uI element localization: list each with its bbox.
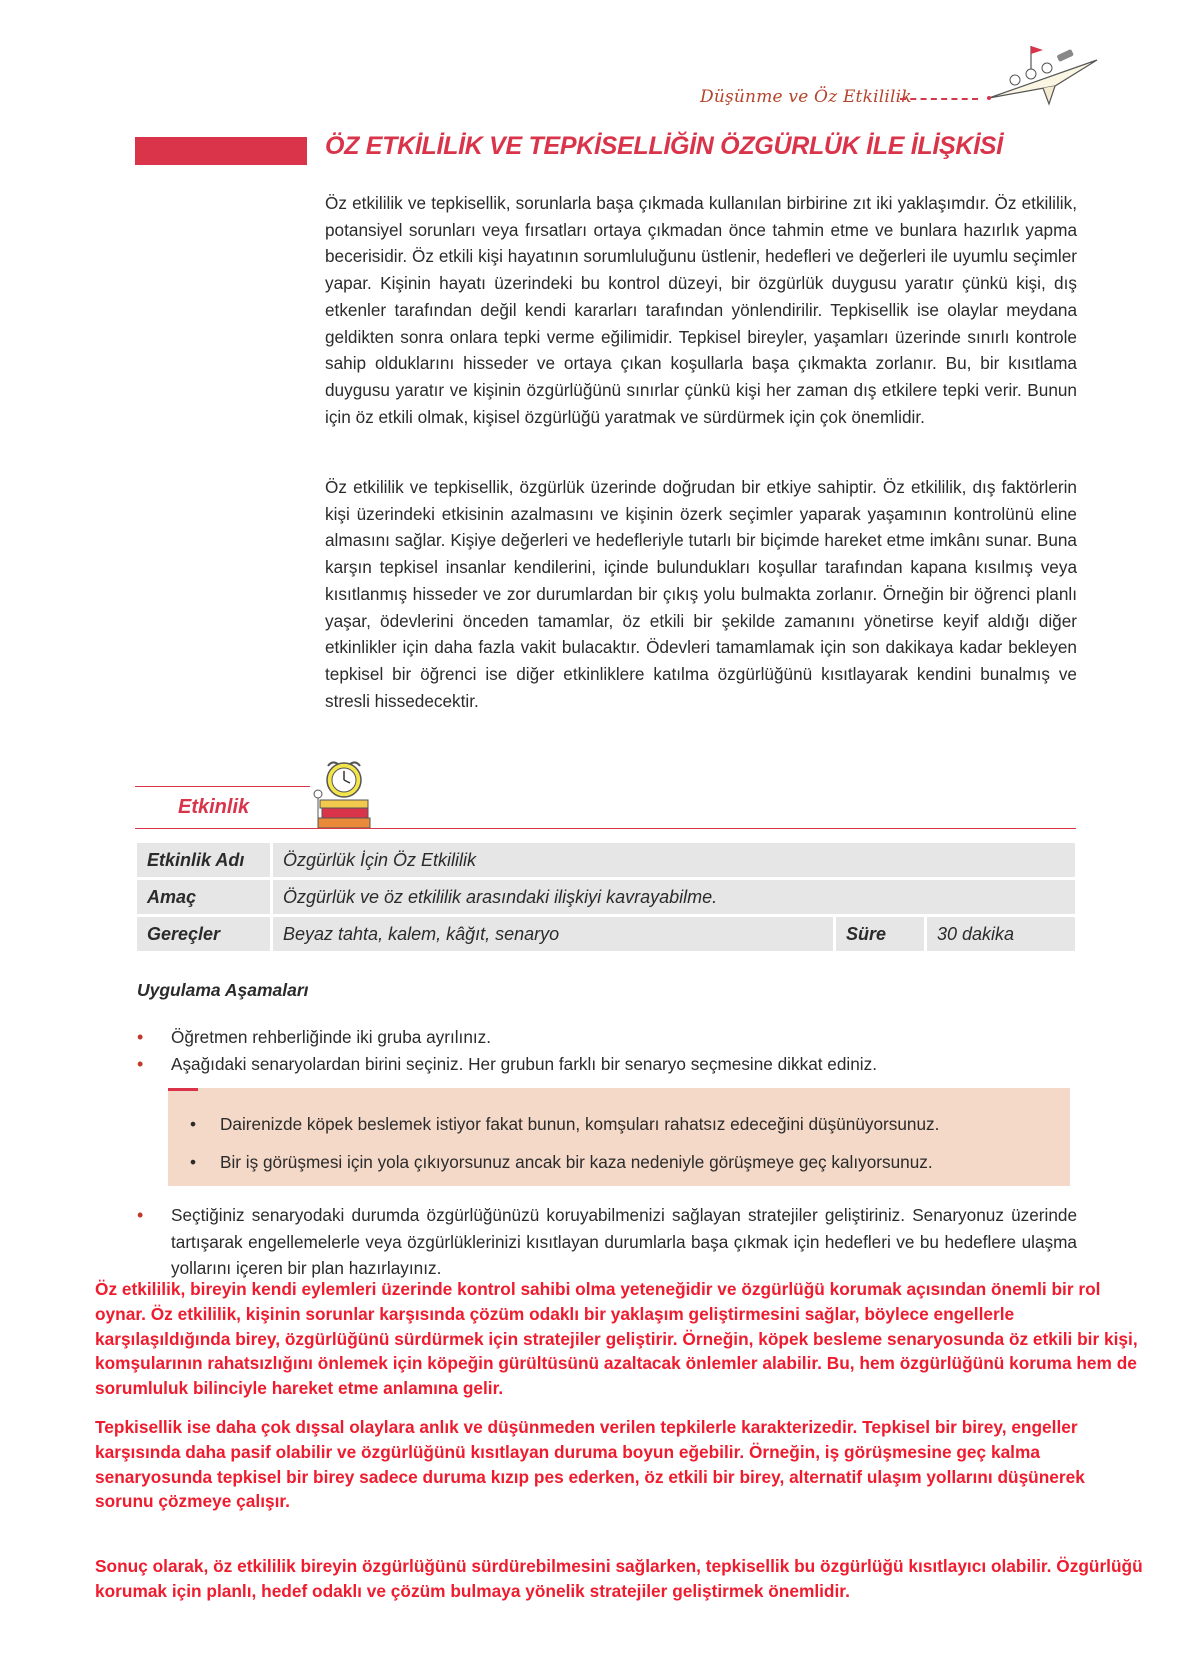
list-item: • Öğretmen rehberliğinde iki gruba ayrılınız. [137, 1024, 1077, 1051]
aim-value: Özgürlük ve öz etkililik arasındaki ilişkiyi kavrayabilme. [270, 880, 1075, 914]
list-item: • Seçtiğiniz senaryodaki durumda özgürlüğünüzü koruyabilmenizi sağlayan stratejiler geliştiriniz. Senaryonuz üzerinde tartışarak engellemelerle veya özgürlüklerinizi kısıtlayan durumlarla başa çıkmak için hedefleri ve bu hedeflere ulaşma yollarını içeren bir plan hazırlayınız. [137, 1202, 1077, 1282]
final-step-list [137, 1202, 1077, 1282]
table-row [137, 843, 1075, 877]
scenario-box [168, 1088, 1070, 1186]
duration-key: Süre [833, 917, 924, 951]
scenario-item: • Dairenizde köpek beslemek istiyor fakat bunun, komşuları rahatsız edeceğini düşünüyorsunuz. [190, 1105, 1070, 1143]
section-label: Düşünme ve Öz Etkililik [700, 87, 912, 107]
activity-info-table [137, 840, 1075, 954]
scenario-list [168, 1091, 1070, 1181]
steps-heading: Uygulama Aşamaları [137, 980, 309, 1000]
activity-name-key: Etkinlik Adı [137, 843, 270, 877]
duration-value: 30 dakika [924, 917, 1075, 951]
answer-paragraph-1: Öz etkililik, bireyin kendi eylemleri üzerinde kontrol sahibi olma yeteneğidir ve özgürlüğü korumak açısından önemli bir rol oynar. Öz etkililik, kişinin sorunlar karşısında çözüm odaklı bir yaklaşım geliştirmesini sağlar, böylece engellerle karşılaşıldığında birey, özgürlüğünü sürdürmek için stratejiler geliştirir. Örneğin, köpek besleme senaryosunda öz etkili bir kişi, komşularının rahatsızlığını önlemek için köpeğin gürültüsünü azaltacak önlemler alabilir. Bu, hem özgürlüğünü koruma hem de sorumluluk bilinciyle hareket etme anlamına gelir. [95, 1279, 1138, 1399]
dashed-divider [900, 98, 978, 100]
paragraph-1: Öz etkililik ve tepkisellik, sorunlarla başa çıkmada kullanılan birbirine zıt iki yaklaşımdır. Öz etkililik, potansiyel sorunları veya fırsatları ortaya çıkmadan önce tahmin etme ve bunlara hazırlık yapma becerisidir. Öz etkili kişi hayatının sorumluluğunu üstlenir, hedefleri ve değerleri ile uyumlu seçimler yapar. Kişinin hayatı üzerindeki bu kontrol düzeyi, bir özgürlük duygusu yaratır çünkü kişi, dış etkenler tarafından değil kendi kararları tarafından yönlendirilir. Tepkisellik ise olaylar meydana geldikten sonra onlara tepki verme eğilimidir. Tepkisel bireyler, yaşamları üzerinde sınırlı kontrole sahip olduklarını hisseder ve ortaya çıkan koşullarla başa çıkmakta zorlanır. Bu, bir kısıtlama duygusu yaratır ve kişinin özgürlüğünü sınırlar çünkü kişi her zaman dış etkilere tepki verir. Bunun için öz etkili olmak, kişisel özgürlüğü yaratmak ve sürdürmek için çok önemlidir. [325, 193, 1077, 427]
page-title: ÖZ ETKİLİLİK VE TEPKİSELLİĞİN ÖZGÜRLÜK İLE İLİŞKİSİ [325, 132, 1003, 160]
activity-line-top [135, 786, 310, 787]
steps-list [137, 1024, 1077, 1077]
table-row [137, 880, 1075, 914]
materials-key: Gereçler [137, 917, 270, 951]
paragraph-2: Öz etkililik ve tepkisellik, özgürlük üzerinde doğrudan bir etkiye sahiptir. Öz etkililik, dış faktörlerin kişi üzerindeki etkisinin azalmasını ve kişinin özerk seçimler yaparak yaşamının kontrolünü eline almasını sağlar. Kişiye değerleri ve hedefleriyle tutarlı bir biçimde hareket etme imkânı sunar. Buna karşın tepkisel insanlar kendilerini, içinde bulundukları koşullar tarafından kapana kısılmış veya kısıtlanmış hisseder ve zor durumlardan bir çıkış yolu bulmakta zorlanır. Örneğin bir öğrenci planlı yaşar, ödevlerini önceden tamamlar, öz etkili bir şekilde zamanını yönetirse keyif aldığı diğer etkinlikler için daha fazla vakit bulacaktır. Ödevleri tamamlamak için son dakikaya kadar bekleyen tepkisel bir öğrenci ise diğer etkinliklere katılma özgürlüğünü kısıtlayarak kendini bunalmış ve stresli hissedecektir. [325, 477, 1077, 711]
alarm-clock-books-icon [312, 758, 378, 830]
list-item: • Aşağıdaki senaryolardan birini seçiniz. Her grubun farklı bir senaryo seçmesine dikkat ediniz. [137, 1051, 1077, 1078]
activity-line-bottom [135, 828, 1076, 829]
paper-plane-icon [985, 38, 1105, 110]
activity-heading: Etkinlik [178, 796, 250, 818]
answer-paragraph-3: Sonuç olarak, öz etkililik bireyin özgürlüğünü sürdürebilmesini sağlarken, tepkisellik bu özgürlüğü kısıtlayıcı olabilir. Özgürlüğü korumak için planlı, hedef odaklı ve çözüm bulmaya yönelik stratejiler geliştirmek önemlidir. [95, 1556, 1143, 1601]
scenario-item: • Bir iş görüşmesi için yola çıkıyorsunuz ancak bir kaza nedeniyle görüşmeye geç kalıyorsunuz. [190, 1143, 1070, 1181]
answer-paragraph-2: Tepkisellik ise daha çok dışsal olaylara anlık ve düşünmeden verilen tepkilerle karakterizedir. Tepkisel bir birey, engeller karşısında daha pasif olabilir ve özgürlüğünü kısıtlayan duruma boyun eğebilir. Örneğin, iş görüşmesine geç kalma senaryosunda tepkisel bir birey sadece duruma kızıp pes ederken, öz etkili bir birey, alternatif ulaşım yollarını düşünerek sorunu çözmeye çalışır. [95, 1417, 1085, 1512]
activity-name-value: Özgürlük İçin Öz Etkililik [270, 843, 1075, 877]
title-accent-bar [135, 137, 307, 165]
table-row [137, 917, 1075, 951]
aim-key: Amaç [137, 880, 270, 914]
materials-value: Beyaz tahta, kalem, kâğıt, senaryo [270, 917, 833, 951]
